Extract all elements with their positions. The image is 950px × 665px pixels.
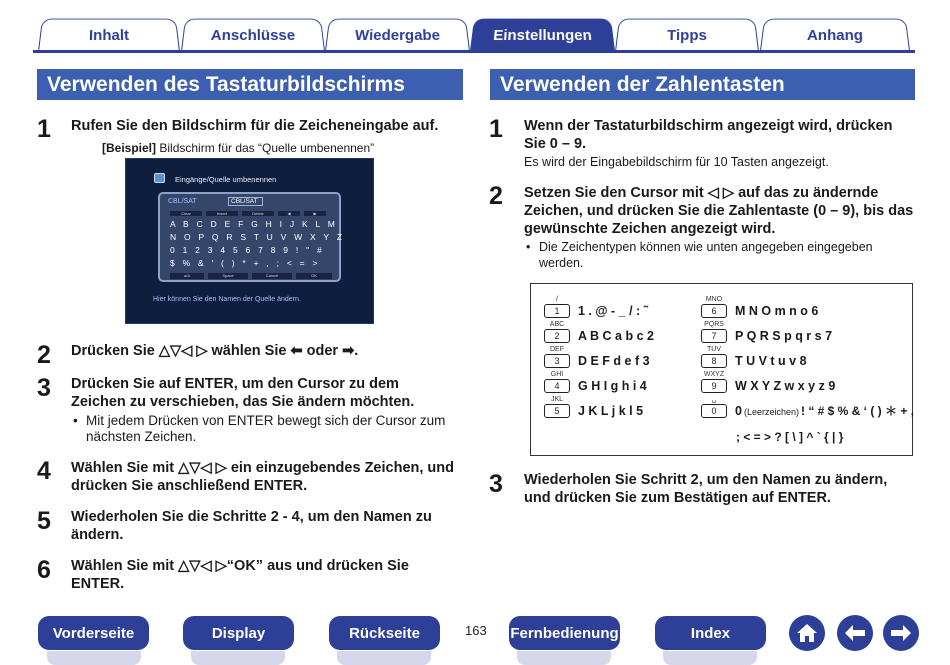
tab-wiedergabe[interactable] <box>325 19 470 53</box>
nav-display-button[interactable]: Display <box>183 616 294 650</box>
step-number: 4 <box>37 457 51 485</box>
number-key-5: 5 <box>544 404 570 418</box>
number-key-4: 4 <box>544 379 570 393</box>
key-letters: ABC <box>549 321 565 328</box>
keyboard-panel <box>158 192 341 282</box>
key-letters: / <box>556 296 558 303</box>
step-subtext: Es wird der Eingabebildschirm für 10 Tasten angezeigt. <box>524 155 829 169</box>
ok-key[interactable]: OK <box>296 273 332 279</box>
number-key-0: 0 <box>701 404 727 418</box>
home-icon <box>795 622 819 644</box>
example-label: [Beispiel] <box>102 141 157 155</box>
step-number: 3 <box>489 470 503 498</box>
step-number: 3 <box>37 374 51 402</box>
number-key-8: 8 <box>701 354 727 368</box>
step-bullet: • Die Zeichentypen können wie unten angegeben eingegeben werden. <box>526 240 873 270</box>
nav-shadow <box>191 651 285 665</box>
delete-key[interactable]: Delete <box>242 211 274 216</box>
nav-fernbedienung-button[interactable]: Fernbedienung <box>509 616 620 650</box>
key-chars: P Q R S p q r s 7 <box>735 329 833 343</box>
clear-key[interactable]: Clear <box>170 211 202 216</box>
screen-title: Eingänge/Quelle umbenennen <box>175 175 277 184</box>
rename-source-screen <box>125 158 374 324</box>
nav-shadow <box>663 651 757 665</box>
home-button[interactable] <box>789 615 825 651</box>
char-row[interactable]: N O P Q R S T U V W X Y Z <box>170 232 342 242</box>
key-chars: W X Y Z w x y z 9 <box>735 379 836 393</box>
space-key[interactable]: Space <box>208 273 248 279</box>
back-arrow-icon <box>843 623 867 643</box>
key-letters: PQRS <box>704 321 724 328</box>
key-letters: MNO <box>705 296 723 303</box>
tab-label: Wiedergabe <box>354 27 441 45</box>
example-text: Bildschirm für das “Quelle umbenennen” <box>159 141 375 155</box>
step-text: Wiederholen Sie Schritt 2, um den Namen zu ändern, und drücken Sie zum Bestätigen auf ENTER. <box>524 472 888 506</box>
step-bullet: • Mit jedem Drücken von ENTER bewegt sich der Cursor zum nächsten Zeichen. <box>73 413 446 444</box>
tab-anschluesse[interactable] <box>181 19 325 53</box>
tab-anhang[interactable] <box>760 19 910 53</box>
step-text: Setzen Sie den Cursor mit ◁ ▷ auf das zu ändernde Zeichen, und drücken Sie die Zahlentaste (0 – 9), bis das gewünschte Zeichen angezeigt wird. <box>524 185 914 237</box>
key-chars-zero: 0 <box>735 404 742 418</box>
key-chars-last: ; < = > ? [ \ ] ^ ` { | } <box>736 430 844 444</box>
step-text: Wählen Sie mit △▽◁ ▷“OK” aus und drücken Sie ENTER. <box>71 558 409 592</box>
key-chars-symbols: ! “ # $ % & ‘ ( ) ＊ + , <box>800 404 915 418</box>
step-number: 2 <box>489 182 503 210</box>
number-key-3: 3 <box>544 354 570 368</box>
step-bullet-text: Mit jedem Drücken von ENTER bewegt sich der Cursor zum nächsten Zeichen. <box>86 413 446 444</box>
tab-label: Tipps <box>666 27 708 45</box>
page-number: 163 <box>465 623 487 638</box>
key-chars: D E F d e f 3 <box>578 354 650 368</box>
key-chars: T U V t u v 8 <box>735 354 807 368</box>
key-chars: M N O m n o 6 <box>735 304 819 318</box>
step-text: Rufen Sie den Bildschirm für die Zeicheneingabe auf. <box>71 118 439 134</box>
input-icon <box>154 173 165 183</box>
screen-hint: Hier können Sie den Namen der Quelle ändern. <box>153 296 301 303</box>
key-letters: ␣ <box>711 396 717 403</box>
step-text: Wiederholen Sie die Schritte 2 - 4, um den Namen zu ändern. <box>71 509 432 543</box>
key-letters: DEF <box>550 346 564 353</box>
char-row[interactable]: A B C D E F G H I J K L M <box>170 219 335 229</box>
tab-label: Einstellungen <box>492 27 593 45</box>
number-key-6: 6 <box>701 304 727 318</box>
key-chars <box>735 404 914 419</box>
step-bullet-text: Die Zeichentypen können wie unten angegeben eingegeben werden. <box>539 240 873 270</box>
tab-label: Inhalt <box>88 27 130 45</box>
step-text: Drücken Sie △▽◁ ▷ wählen Sie ⬅ oder ➡. <box>71 343 359 359</box>
step-text: Drücken Sie auf ENTER, um den Cursor zu dem Zeichen zu verschieben, das Sie ändern möchten. <box>71 376 415 410</box>
left-heading: Verwenden des Tastaturbildschirms <box>37 69 463 100</box>
key-chars: 1 . @ - _ / : ˜ <box>578 304 648 318</box>
tab-tipps[interactable] <box>615 19 759 53</box>
cursor-right-key[interactable]: ▶ <box>304 211 326 216</box>
key-letters: TUV <box>707 346 721 353</box>
step-number: 2 <box>37 341 51 369</box>
nav-shadow <box>517 651 611 665</box>
nav-index-button[interactable]: Index <box>655 616 766 650</box>
tab-label: Anhang <box>806 27 864 45</box>
case-key[interactable]: a/A <box>170 273 204 279</box>
step-text: Wenn der Tastaturbildschirm angezeigt wird, drücken Sie 0 – 9. <box>524 118 893 152</box>
tab-label: Anschlüsse <box>210 27 296 45</box>
key-letters: WXYZ <box>703 371 725 378</box>
tab-underline <box>33 50 915 53</box>
space-note: (Leerzeichen) <box>743 407 799 417</box>
step-number: 1 <box>489 115 503 143</box>
insert-key[interactable]: Insert <box>206 211 238 216</box>
key-letters: JKL <box>550 396 564 403</box>
number-key-2: 2 <box>544 329 570 343</box>
nav-shadow <box>47 651 141 665</box>
nav-rueckseite-button[interactable]: Rückseite <box>329 616 440 650</box>
char-row[interactable]: 0 1 2 3 4 5 6 7 8 9 ! " # <box>170 245 322 255</box>
right-heading: Verwenden der Zahlentasten <box>490 69 915 100</box>
key-chars: G H I g h i 4 <box>578 379 647 393</box>
key-chars: J K L j k l 5 <box>578 404 644 418</box>
nav-vorderseite-button[interactable]: Vorderseite <box>38 616 149 650</box>
name-field[interactable]: CBL/SAT <box>228 197 263 206</box>
step-text: Wählen Sie mit △▽◁ ▷ ein einzugebendes Zeichen, und drücken Sie anschließend ENTER. <box>71 460 454 494</box>
step-number: 5 <box>37 507 51 535</box>
step-number: 6 <box>37 556 51 584</box>
number-key-table <box>530 283 913 456</box>
field-label: CBL/SAT <box>168 198 197 205</box>
number-key-1: 1 <box>544 304 570 318</box>
tab-einstellungen[interactable] <box>470 19 615 53</box>
number-key-7: 7 <box>701 329 727 343</box>
step-number: 1 <box>37 115 51 143</box>
nav-shadow <box>337 651 431 665</box>
tab-inhalt[interactable] <box>38 19 180 53</box>
key-chars: A B C a b c 2 <box>578 329 654 343</box>
forward-button[interactable] <box>883 615 919 651</box>
cancel-key[interactable]: Cancel <box>252 273 292 279</box>
back-button[interactable] <box>837 615 873 651</box>
forward-arrow-icon <box>889 623 913 643</box>
key-letters: GHI <box>550 371 564 378</box>
cursor-left-key[interactable]: ◀ <box>278 211 300 216</box>
number-key-9: 9 <box>701 379 727 393</box>
char-row[interactable]: $ % & ' ( ) * + , ; < = > <box>170 258 318 268</box>
example-caption <box>102 140 374 156</box>
